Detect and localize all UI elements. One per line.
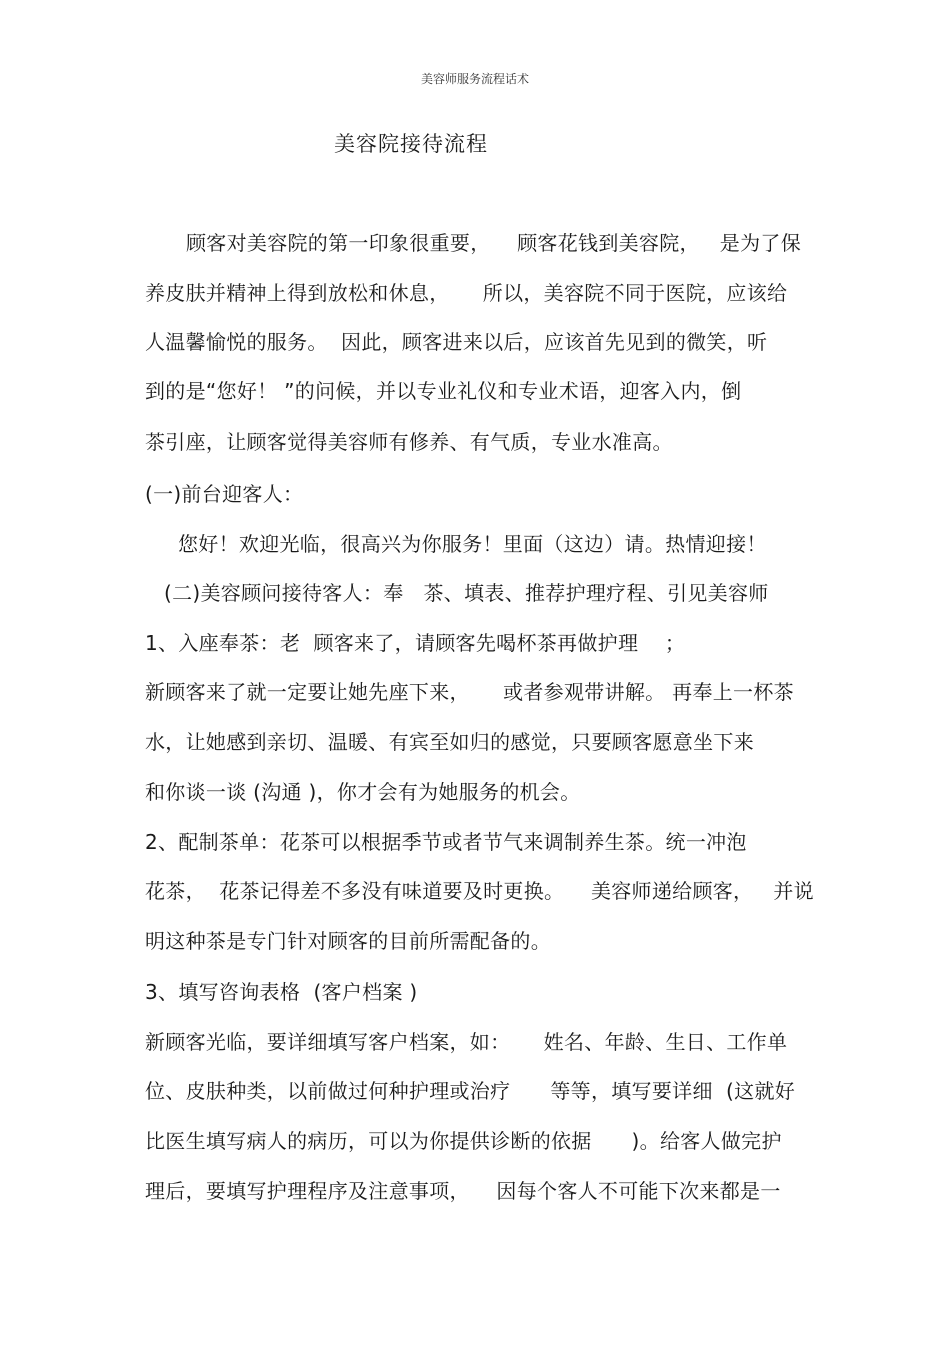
- body-line: 新顾客来了就一定要让她先座下来， 或者参观带讲解。 再奉上一杯茶: [145, 680, 794, 704]
- section-heading: (一)前台迎客人：: [145, 482, 304, 506]
- body-line: 位、皮肤种类，以前做过何种护理或治疗 等等，填写要详细 (这就好: [145, 1079, 796, 1103]
- body-line: 养皮肤并精神上得到放松和休息， 所以，美容院不同于医院，应该给: [145, 281, 788, 305]
- numbered-item: 2、配制茶单：花茶可以根据季节或者节气来调制养生茶。统一冲泡: [145, 830, 747, 854]
- running-header: 美容师服务流程话术: [420, 72, 529, 86]
- section-heading: (二)美容顾问接待客人：奉 茶、填表、推荐护理疗程、引见美容师: [164, 581, 769, 605]
- document-title: 美容院接待流程: [334, 132, 488, 156]
- body-line: 水，让她感到亲切、温暖、有宾至如归的感觉，只要顾客愿意坐下来: [145, 730, 754, 754]
- numbered-item: 3、填写咨询表格 (客户档案 ): [145, 980, 418, 1004]
- body-line: 新顾客光临，要详细填写客户档案，如： 姓名、年龄、生日、工作单: [145, 1030, 788, 1054]
- body-line: 和你谈一谈 (沟通 )，你才会有为她服务的机会。: [145, 780, 581, 804]
- body-line: 茶引座，让顾客觉得美容师有修养、有气质，专业水准高。: [145, 430, 673, 454]
- body-line: 到的是“您好！ ”的问候，并以专业礼仪和专业术语，迎客入内，倒: [145, 379, 742, 403]
- body-line: 明这种茶是专门针对顾客的目前所需配备的。: [145, 929, 551, 953]
- greeting-line: 您好！欢迎光临，很高兴为你服务！里面（这边）请。热情迎接！: [178, 532, 767, 556]
- body-line: 人温馨愉悦的服务。 因此，顾客进来以后，应该首先见到的微笑，听: [145, 330, 768, 354]
- body-line: 花茶， 花茶记得差不多没有味道要及时更换。 美容师递给顾客， 并说: [145, 879, 814, 903]
- body-line: 顾客对美容院的第一印象很重要， 顾客花钱到美容院， 是为了保: [186, 231, 802, 255]
- body-line: 理后，要填写护理程序及注意事项， 因每个客人不可能下次来都是一: [145, 1179, 781, 1203]
- numbered-item: 1、入座奉茶：老 顾客来了，请顾客先喝杯茶再做护理 ；: [145, 631, 686, 655]
- body-line: 比医生填写病人的病历，可以为你提供诊断的依据 )。给客人做完护: [145, 1129, 782, 1153]
